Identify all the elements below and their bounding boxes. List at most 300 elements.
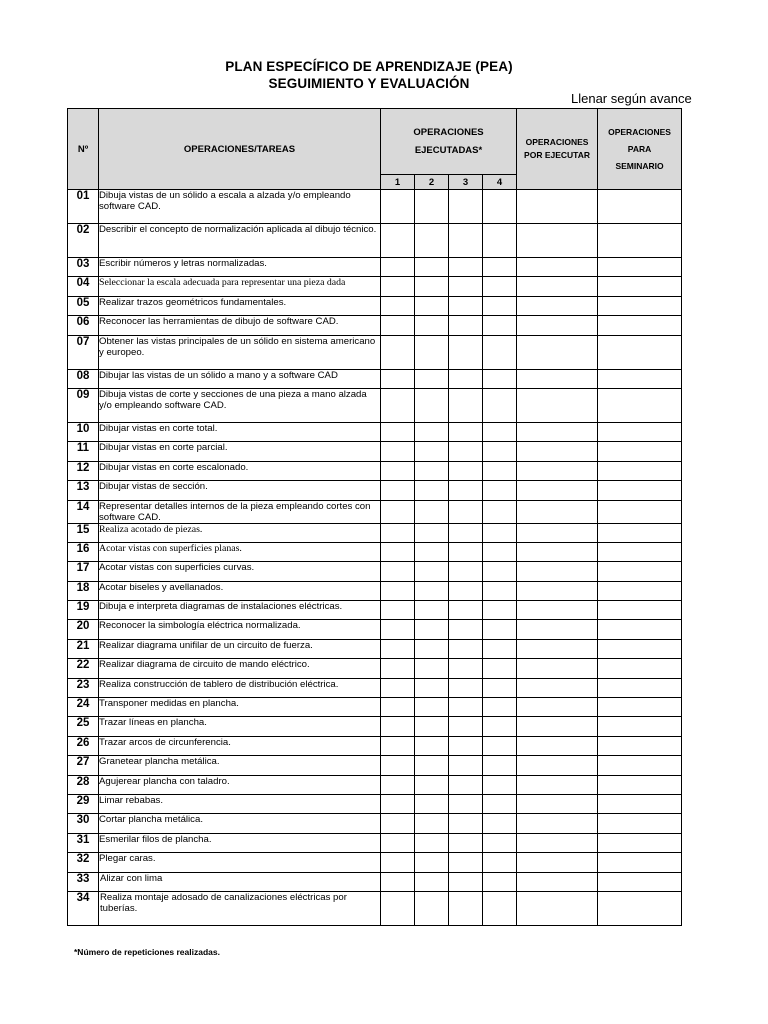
table-row [68,659,682,678]
pending-cell[interactable] [517,833,598,852]
pending-cell[interactable] [517,190,598,224]
row-number: 12 [68,461,99,480]
rep-4-cell[interactable] [483,316,517,335]
table-row [68,542,682,561]
rep-3-cell[interactable] [449,581,483,600]
rep-3-cell[interactable] [449,639,483,658]
seminar-cell[interactable] [598,258,682,277]
row-task: Trazar líneas en plancha. [99,717,381,736]
rep-2-cell[interactable] [415,891,449,925]
row-task: Realiza acotado de piezas. [99,523,381,542]
row-number: 05 [68,296,99,315]
pending-cell[interactable] [517,542,598,561]
row-number: 30 [68,814,99,833]
rep-2-cell[interactable] [415,736,449,755]
rep-2-cell[interactable] [415,388,449,422]
rep-1-cell[interactable] [381,442,415,461]
table-row [68,775,682,794]
rep-1-cell[interactable] [381,756,415,775]
row-number: 21 [68,639,99,658]
row-number: 24 [68,698,99,717]
row-number: 02 [68,224,99,258]
pending-cell[interactable] [517,296,598,315]
row-task: Realizar diagrama de circuito de mando eléctrico. [99,659,381,678]
header-executed-line2: EJECUTADAS* [414,144,483,156]
fill-instruction-note: Llenar según avance [571,91,692,106]
rep-3-cell[interactable] [449,461,483,480]
rep-4-cell[interactable] [483,461,517,480]
seminar-cell[interactable] [598,659,682,678]
rep-3-cell[interactable] [449,794,483,813]
rep-1-cell[interactable] [381,335,415,369]
seminar-cell[interactable] [598,442,682,461]
row-task: Acotar biseles y avellanados. [99,581,381,600]
seminar-cell[interactable] [598,369,682,388]
rep-4-cell[interactable] [483,190,517,224]
pending-cell[interactable] [517,422,598,441]
seminar-cell[interactable] [598,224,682,258]
rep-3-cell[interactable] [449,422,483,441]
rep-3-cell[interactable] [449,442,483,461]
rep-1-cell[interactable] [381,542,415,561]
rep-3-cell[interactable] [449,678,483,697]
row-number: 15 [68,523,99,542]
rep-2-cell[interactable] [415,756,449,775]
rep-2-cell[interactable] [415,659,449,678]
task-rows [68,190,682,926]
rep-4-cell[interactable] [483,736,517,755]
rep-1-cell[interactable] [381,296,415,315]
rep-2-cell[interactable] [415,639,449,658]
rep-1-cell[interactable] [381,678,415,697]
row-task: Reconocer la simbología eléctrica normalizada. [99,620,381,639]
document-subtitle: SEGUIMIENTO Y EVALUACIÓN [268,76,470,91]
rep-2-cell[interactable] [415,698,449,717]
rep-4-cell[interactable] [483,335,517,369]
rep-4-cell[interactable] [483,794,517,813]
rep-3-cell[interactable] [449,562,483,581]
row-task: Limar rebabas. [99,794,381,813]
row-task: Acotar vistas con superficies planas. [99,542,381,561]
seminar-cell[interactable] [598,775,682,794]
table-row [68,562,682,581]
seminar-cell[interactable] [598,190,682,224]
rep-4-cell[interactable] [483,756,517,775]
rep-1-cell[interactable] [381,422,415,441]
row-task: Reconocer las herramientas de dibujo de software CAD. [99,316,381,335]
row-task: Seleccionar la escala adecuada para representar una pieza dada [99,277,381,296]
rep-4-cell[interactable] [483,369,517,388]
rep-3-cell[interactable] [449,620,483,639]
seminar-cell[interactable] [598,422,682,441]
rep-3-cell[interactable] [449,698,483,717]
table-row [68,872,682,891]
pending-cell[interactable] [517,601,598,620]
rep-2-cell[interactable] [415,523,449,542]
rep-4-cell[interactable] [483,698,517,717]
rep-1-cell[interactable] [381,562,415,581]
rep-2-cell[interactable] [415,853,449,872]
rep-4-cell[interactable] [483,500,517,523]
row-number: 06 [68,316,99,335]
row-number: 20 [68,620,99,639]
rep-3-cell[interactable] [449,833,483,852]
row-number: 08 [68,369,99,388]
pending-cell[interactable] [517,500,598,523]
row-task: Dibujar vistas en corte total. [99,422,381,441]
row-task: Dibujar vistas de sección. [99,481,381,500]
row-number: 17 [68,562,99,581]
subheader-rep-3: 3 [449,175,483,190]
rep-2-cell[interactable] [415,872,449,891]
rep-1-cell[interactable] [381,523,415,542]
pending-cell[interactable] [517,258,598,277]
seminar-cell[interactable] [598,335,682,369]
table-row [68,794,682,813]
table-row [68,698,682,717]
pending-cell[interactable] [517,659,598,678]
row-task: Dibujar vistas en corte parcial. [99,442,381,461]
rep-3-cell[interactable] [449,814,483,833]
pending-cell[interactable] [517,794,598,813]
row-number: 23 [68,678,99,697]
row-task: Dibujar las vistas de un sólido a mano y a software CAD [99,369,381,388]
table-row [68,388,682,422]
rep-4-cell[interactable] [483,775,517,794]
rep-4-cell[interactable] [483,601,517,620]
seminar-cell[interactable] [598,542,682,561]
rep-4-cell[interactable] [483,678,517,697]
header-pending-line2: POR EJECUTAR [524,150,591,160]
rep-3-cell[interactable] [449,601,483,620]
row-number: 10 [68,422,99,441]
rep-3-cell[interactable] [449,717,483,736]
table-row [68,461,682,480]
pending-cell[interactable] [517,814,598,833]
table-row [68,756,682,775]
rep-3-cell[interactable] [449,872,483,891]
row-task: Describir el concepto de normalización aplicada al dibujo técnico. [99,224,381,258]
row-number: 29 [68,794,99,813]
seminar-cell[interactable] [598,833,682,852]
row-task: Realizar diagrama unifilar de un circuito de fuerza. [99,639,381,658]
pending-cell[interactable] [517,736,598,755]
rep-2-cell[interactable] [415,775,449,794]
rep-4-cell[interactable] [483,422,517,441]
rep-1-cell[interactable] [381,872,415,891]
row-task: Trazar arcos de circunferencia. [99,736,381,755]
seminar-cell[interactable] [598,523,682,542]
rep-3-cell[interactable] [449,542,483,561]
rep-3-cell[interactable] [449,756,483,775]
rep-1-cell[interactable] [381,620,415,639]
row-number: 16 [68,542,99,561]
rep-1-cell[interactable] [381,794,415,813]
seminar-cell[interactable] [598,562,682,581]
rep-2-cell[interactable] [415,562,449,581]
document-title: PLAN ESPECÍFICO DE APRENDIZAJE (PEA) [225,59,513,74]
rep-4-cell[interactable] [483,562,517,581]
pending-cell[interactable] [517,481,598,500]
row-task: Realiza montaje adosado de canalizaciones eléctricas por tuberías. [99,891,381,925]
pending-cell[interactable] [517,678,598,697]
seminar-cell[interactable] [598,461,682,480]
pending-cell[interactable] [517,316,598,335]
header-executed-line1: OPERACIONES [413,126,484,138]
seminar-cell[interactable] [598,620,682,639]
table-row [68,814,682,833]
rep-2-cell[interactable] [415,190,449,224]
pending-cell[interactable] [517,335,598,369]
row-number: 28 [68,775,99,794]
rep-4-cell[interactable] [483,542,517,561]
rep-4-cell[interactable] [483,717,517,736]
pending-cell[interactable] [517,442,598,461]
row-number: 01 [68,190,99,224]
row-task: Escribir números y letras normalizadas. [99,258,381,277]
rep-3-cell[interactable] [449,388,483,422]
rep-3-cell[interactable] [449,659,483,678]
rep-4-cell[interactable] [483,277,517,296]
seminar-cell[interactable] [598,853,682,872]
seminar-cell[interactable] [598,756,682,775]
pending-cell[interactable] [517,698,598,717]
seminar-cell[interactable] [598,891,682,925]
row-number: 34 [68,891,99,925]
seminar-cell[interactable] [598,277,682,296]
rep-4-cell[interactable] [483,853,517,872]
rep-2-cell[interactable] [415,481,449,500]
rep-3-cell[interactable] [449,891,483,925]
row-task: Cortar plancha metálica. [99,814,381,833]
rep-1-cell[interactable] [381,833,415,852]
rep-2-cell[interactable] [415,369,449,388]
pending-cell[interactable] [517,853,598,872]
rep-1-cell[interactable] [381,369,415,388]
rep-4-cell[interactable] [483,639,517,658]
rep-3-cell[interactable] [449,523,483,542]
table-row [68,833,682,852]
row-number: 11 [68,442,99,461]
row-number: 03 [68,258,99,277]
pending-cell[interactable] [517,891,598,925]
rep-1-cell[interactable] [381,277,415,296]
pending-cell[interactable] [517,277,598,296]
pending-cell[interactable] [517,224,598,258]
table-row [68,442,682,461]
seminar-cell[interactable] [598,794,682,813]
rep-2-cell[interactable] [415,814,449,833]
rep-4-cell[interactable] [483,523,517,542]
table-row [68,277,682,296]
rep-2-cell[interactable] [415,422,449,441]
seminar-cell[interactable] [598,736,682,755]
header-pending [517,109,598,190]
header-seminar-line1: OPERACIONES [608,126,671,137]
header-number: Nº [68,109,99,190]
rep-2-cell[interactable] [415,620,449,639]
table-row [68,190,682,224]
row-number: 33 [68,872,99,891]
row-task: Transponer medidas en plancha. [99,698,381,717]
pending-cell[interactable] [517,775,598,794]
rep-1-cell[interactable] [381,639,415,658]
rep-1-cell[interactable] [381,461,415,480]
rep-4-cell[interactable] [483,620,517,639]
row-task: Obtener las vistas principales de un sólido en sistema americano y europeo. [99,335,381,369]
row-number: 27 [68,756,99,775]
rep-2-cell[interactable] [415,277,449,296]
pending-cell[interactable] [517,369,598,388]
rep-1-cell[interactable] [381,717,415,736]
rep-1-cell[interactable] [381,814,415,833]
rep-1-cell[interactable] [381,775,415,794]
seminar-cell[interactable] [598,581,682,600]
row-number: 32 [68,853,99,872]
pending-cell[interactable] [517,620,598,639]
seminar-cell[interactable] [598,296,682,315]
rep-2-cell[interactable] [415,258,449,277]
row-number: 14 [68,500,99,523]
rep-3-cell[interactable] [449,224,483,258]
seminar-cell[interactable] [598,872,682,891]
table-row [68,422,682,441]
rep-3-cell[interactable] [449,277,483,296]
rep-1-cell[interactable] [381,853,415,872]
table-row [68,853,682,872]
table-row [68,369,682,388]
rep-4-cell[interactable] [483,388,517,422]
pending-cell[interactable] [517,461,598,480]
rep-1-cell[interactable] [381,258,415,277]
table-row [68,581,682,600]
rep-2-cell[interactable] [415,794,449,813]
pending-cell[interactable] [517,872,598,891]
row-task: Granetear plancha metálica. [99,756,381,775]
seminar-cell[interactable] [598,814,682,833]
rep-2-cell[interactable] [415,581,449,600]
seminar-cell[interactable] [598,388,682,422]
rep-4-cell[interactable] [483,872,517,891]
rep-2-cell[interactable] [415,678,449,697]
subheader-rep-2: 2 [415,175,449,190]
table-row [68,891,682,925]
rep-2-cell[interactable] [415,717,449,736]
rep-3-cell[interactable] [449,316,483,335]
rep-3-cell[interactable] [449,736,483,755]
rep-2-cell[interactable] [415,500,449,523]
table-row [68,316,682,335]
rep-1-cell[interactable] [381,316,415,335]
rep-3-cell[interactable] [449,853,483,872]
rep-2-cell[interactable] [415,601,449,620]
rep-4-cell[interactable] [483,891,517,925]
rep-3-cell[interactable] [449,481,483,500]
pending-cell[interactable] [517,639,598,658]
subheader-rep-4: 4 [483,175,517,190]
rep-1-cell[interactable] [381,388,415,422]
row-number: 31 [68,833,99,852]
rep-4-cell[interactable] [483,581,517,600]
rep-4-cell[interactable] [483,442,517,461]
rep-2-cell[interactable] [415,224,449,258]
seminar-cell[interactable] [598,500,682,523]
rep-2-cell[interactable] [415,296,449,315]
rep-3-cell[interactable] [449,500,483,523]
table-row [68,736,682,755]
rep-1-cell[interactable] [381,601,415,620]
header-tasks: OPERACIONES/TAREAS [99,109,381,190]
seminar-cell[interactable] [598,678,682,697]
table-row [68,258,682,277]
row-task: Dibuja vistas de corte y secciones de una pieza a mano alzada y/o empleando software CAD. [99,388,381,422]
row-task: Alizar con lima [99,872,381,891]
rep-3-cell[interactable] [449,369,483,388]
header-seminar-line3: SEMINARIO [615,160,664,171]
seminar-cell[interactable] [598,717,682,736]
rep-2-cell[interactable] [415,335,449,369]
row-number: 09 [68,388,99,422]
table-row [68,224,682,258]
rep-2-cell[interactable] [415,461,449,480]
row-task: Plegar caras. [99,853,381,872]
table-row [68,601,682,620]
rep-3-cell[interactable] [449,190,483,224]
seminar-cell[interactable] [598,698,682,717]
seminar-cell[interactable] [598,601,682,620]
row-task: Realizar trazos geométricos fundamentales. [99,296,381,315]
rep-4-cell[interactable] [483,833,517,852]
rep-4-cell[interactable] [483,296,517,315]
pending-cell[interactable] [517,562,598,581]
seminar-cell[interactable] [598,639,682,658]
rep-4-cell[interactable] [483,814,517,833]
row-task: Dibujar vistas en corte escalonado. [99,461,381,480]
pending-cell[interactable] [517,523,598,542]
table-row [68,639,682,658]
pending-cell[interactable] [517,581,598,600]
rep-2-cell[interactable] [415,542,449,561]
rep-4-cell[interactable] [483,258,517,277]
pending-cell[interactable] [517,388,598,422]
header-seminar-line2: PARA [627,143,652,154]
rep-1-cell[interactable] [381,500,415,523]
rep-1-cell[interactable] [381,224,415,258]
pending-cell[interactable] [517,756,598,775]
pending-cell[interactable] [517,717,598,736]
rep-2-cell[interactable] [415,833,449,852]
rep-2-cell[interactable] [415,316,449,335]
rep-4-cell[interactable] [483,481,517,500]
table-row [68,335,682,369]
rep-1-cell[interactable] [381,891,415,925]
rep-3-cell[interactable] [449,296,483,315]
rep-1-cell[interactable] [381,736,415,755]
rep-1-cell[interactable] [381,659,415,678]
rep-1-cell[interactable] [381,481,415,500]
rep-4-cell[interactable] [483,224,517,258]
rep-2-cell[interactable] [415,442,449,461]
rep-3-cell[interactable] [449,775,483,794]
rep-4-cell[interactable] [483,659,517,678]
seminar-cell[interactable] [598,481,682,500]
rep-1-cell[interactable] [381,698,415,717]
seminar-cell[interactable] [598,316,682,335]
rep-1-cell[interactable] [381,581,415,600]
rep-1-cell[interactable] [381,190,415,224]
rep-3-cell[interactable] [449,258,483,277]
rep-3-cell[interactable] [449,335,483,369]
